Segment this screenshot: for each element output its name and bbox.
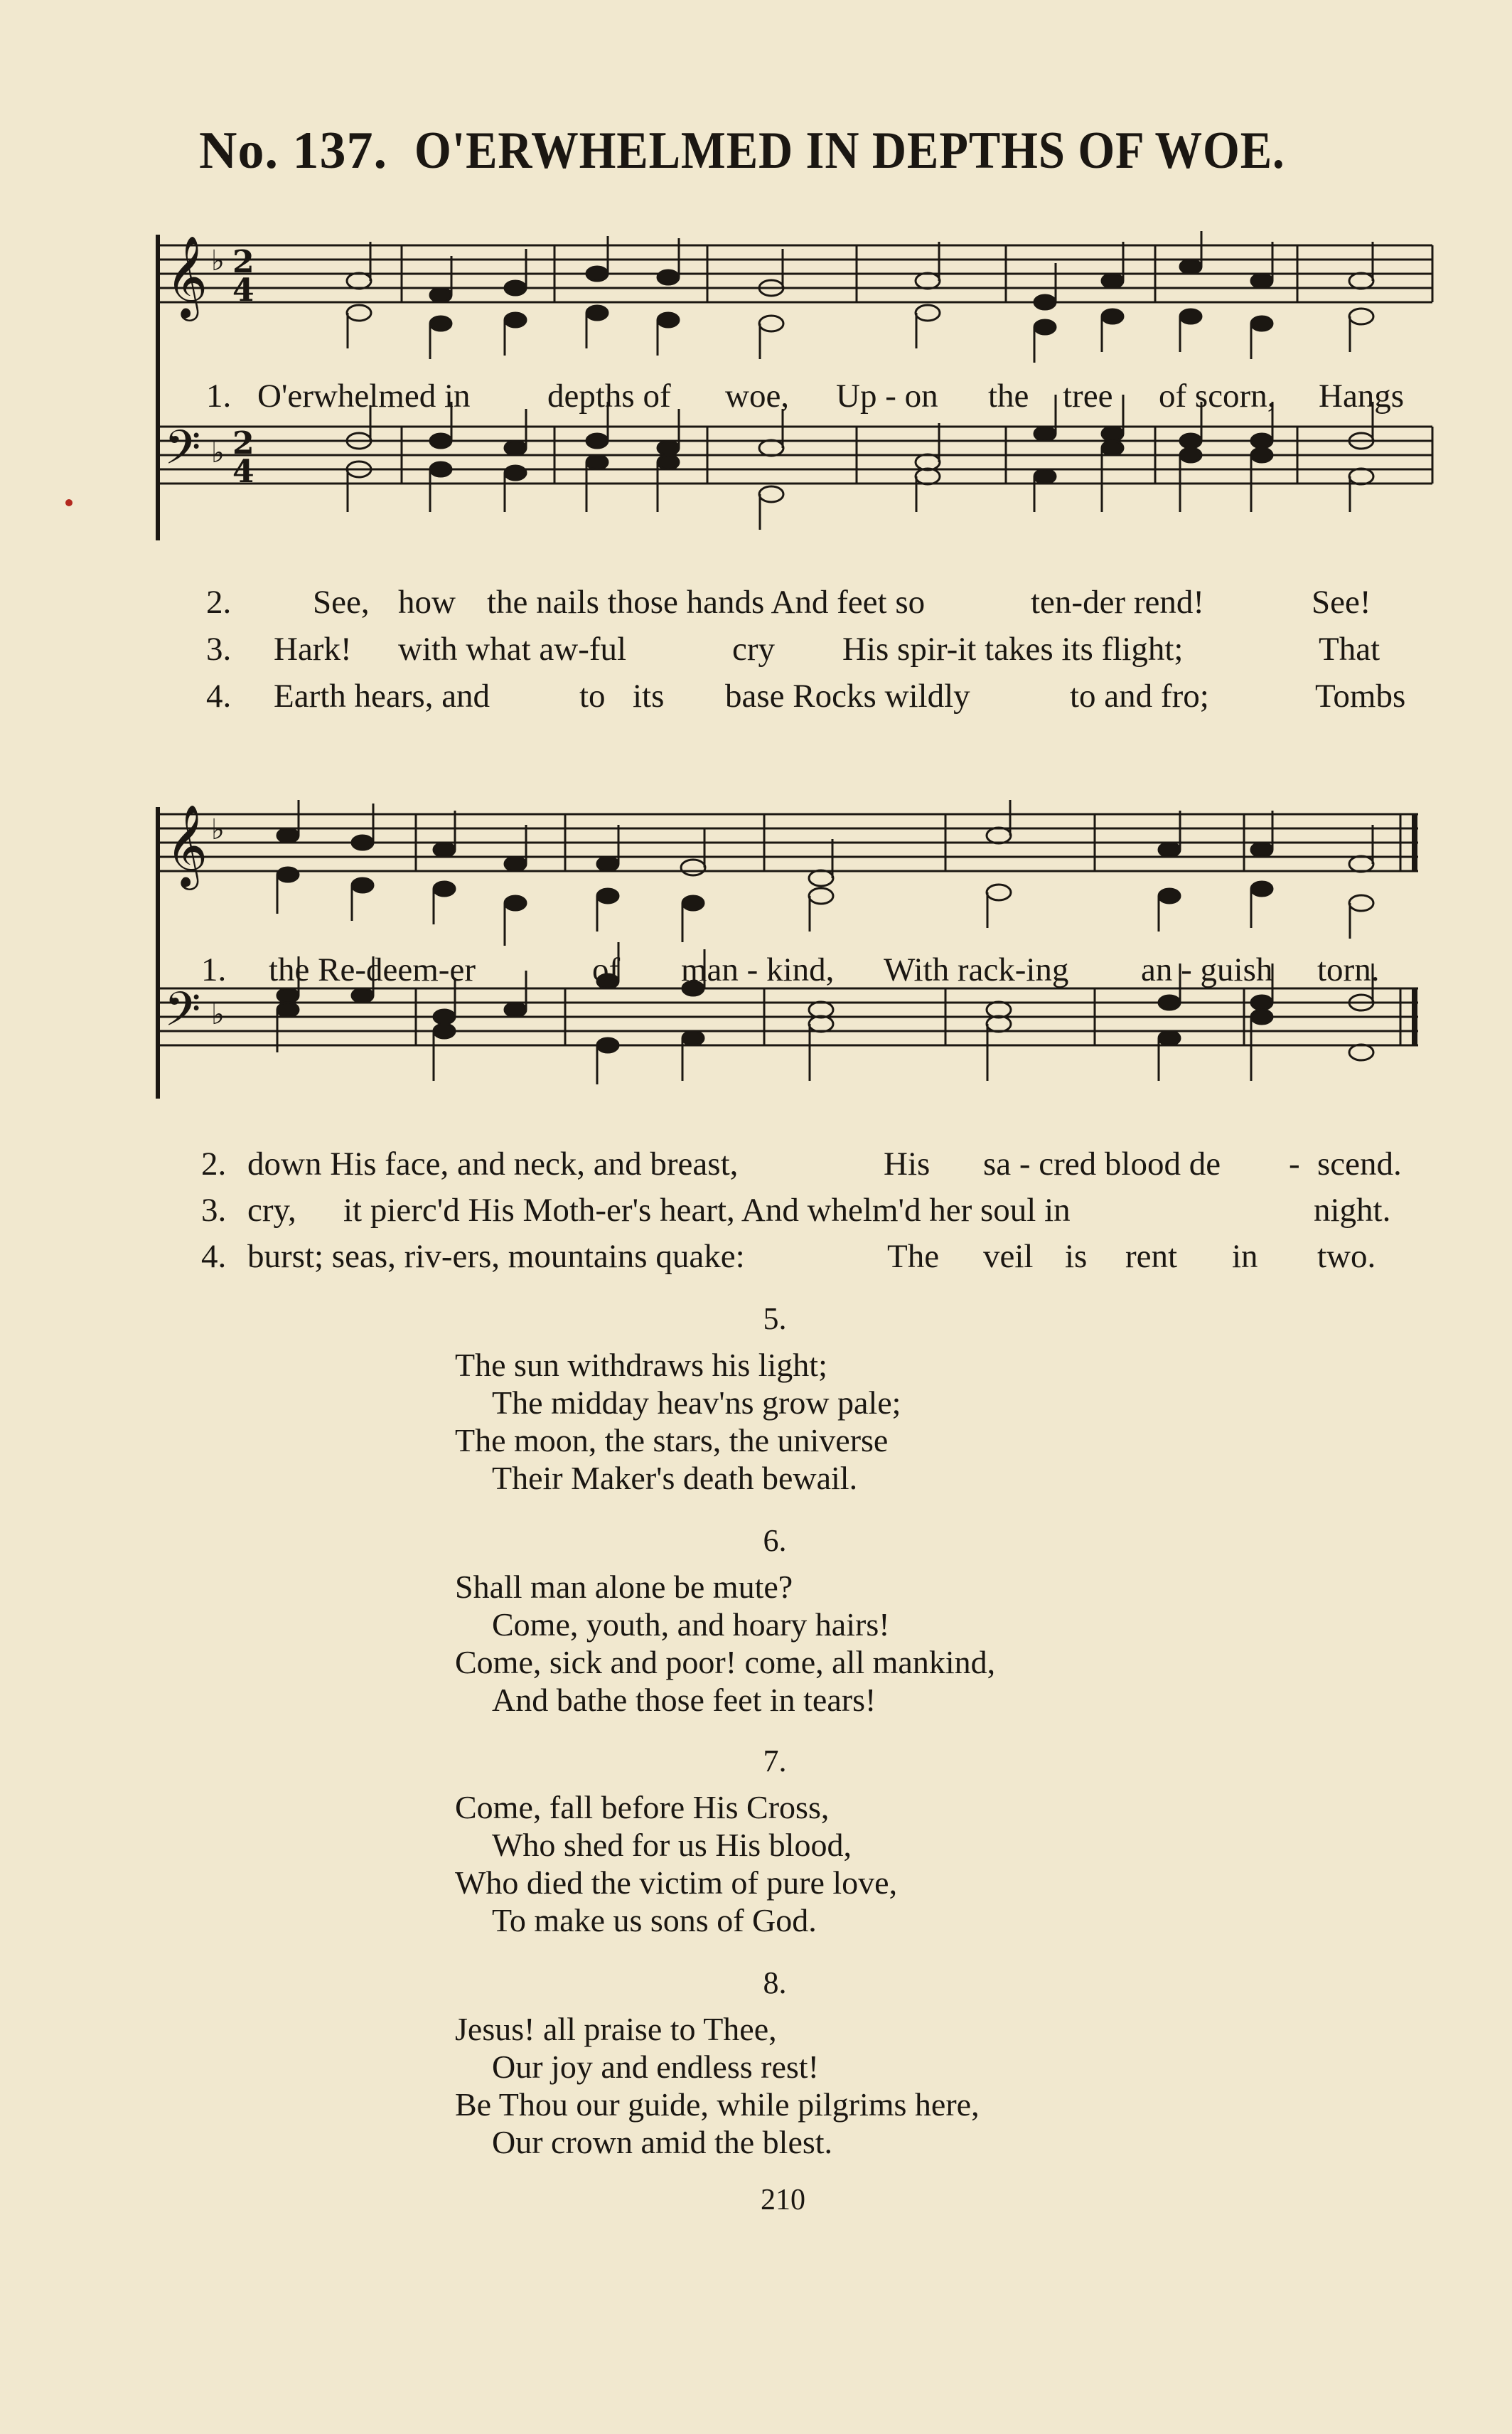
svg-text:♭: ♭	[211, 245, 225, 277]
ink-speck	[65, 499, 73, 506]
bass-staff-2	[158, 988, 1418, 1045]
stanza-5: 5. The sun withdraws his light; The midday heav'ns grow pale; The moon, the stars, the universe Their Maker's death bewail.	[455, 1301, 901, 1496]
bass-clef-icon: 𝄢	[164, 420, 201, 486]
svg-text:4: 4	[232, 272, 254, 309]
svg-text:4: 4	[232, 454, 254, 490]
svg-text:♭: ♭	[211, 998, 225, 1031]
lyric-line-2-4: 4. burst; seas, riv-ers, mountains quake: The veil is rent in two.	[201, 1238, 1376, 1275]
svg-text:♭: ♭	[211, 813, 225, 846]
lyric-line-2-3: 3. cry, it pierc'd His Moth-er's heart, And whelm'd her soul in night.	[201, 1192, 1391, 1229]
hymn-title	[199, 121, 1336, 181]
bass-clef-icon: 𝄢	[164, 982, 201, 1048]
lyric-line-2-2: 2. down His face, and neck, and breast, His sa - cred blood de - scend.	[201, 1146, 1402, 1183]
stanza-8: 8. Jesus! all praise to Thee, Our joy and endless rest! Be Thou our guide, while pilgrims here, Our crown amid the blest.	[455, 1965, 980, 2160]
svg-text:2: 2	[232, 425, 254, 461]
treble-notes-2	[277, 800, 1373, 946]
lyric-line-1-1: 1. O'erwhelmed in depths of woe, Up - on the tree of scorn, Hangs	[206, 378, 1405, 415]
lyric-line-2-1: 1. the Re-deem-er of man - kind, With rack-ing an - guish torn.	[201, 951, 1380, 988]
lyric-line-1-3: 3. Hark! with what aw-ful cry His spir-it takes its flight; That	[206, 631, 1380, 668]
lyric-line-1-4: 4. Earth hears, and to its base Rocks wildly to and fro; Tombs	[206, 678, 1406, 715]
hymn-name: O'ERWHELMED IN DEPTHS OF WOE.	[414, 122, 1285, 180]
treble-clef-icon: 𝄞	[166, 804, 208, 887]
treble-notes-1	[347, 231, 1373, 363]
lyric-line-1-2: 2. See, how the nails those hands And feet so ten-der rend! See!	[206, 584, 1371, 621]
svg-text:2: 2	[232, 244, 254, 280]
treble-staff-1	[158, 245, 1432, 302]
treble-staff-2	[158, 814, 1418, 871]
svg-text:♭: ♭	[211, 437, 225, 469]
page-number: 210	[761, 2184, 805, 2216]
treble-clef-icon: 𝄞	[166, 235, 208, 318]
stanza-6: 6. Shall man alone be mute? Come, youth, and hoary hairs! Come, sick and poor! come, all mankind, And bathe those feet in tears!	[455, 1523, 996, 1718]
stanza-7: 7. Come, fall before His Cross, Who shed for us His blood, Who died the victim of pure love, To make us sons of God.	[455, 1744, 898, 1938]
hymn-number: No. 137.	[199, 122, 387, 180]
